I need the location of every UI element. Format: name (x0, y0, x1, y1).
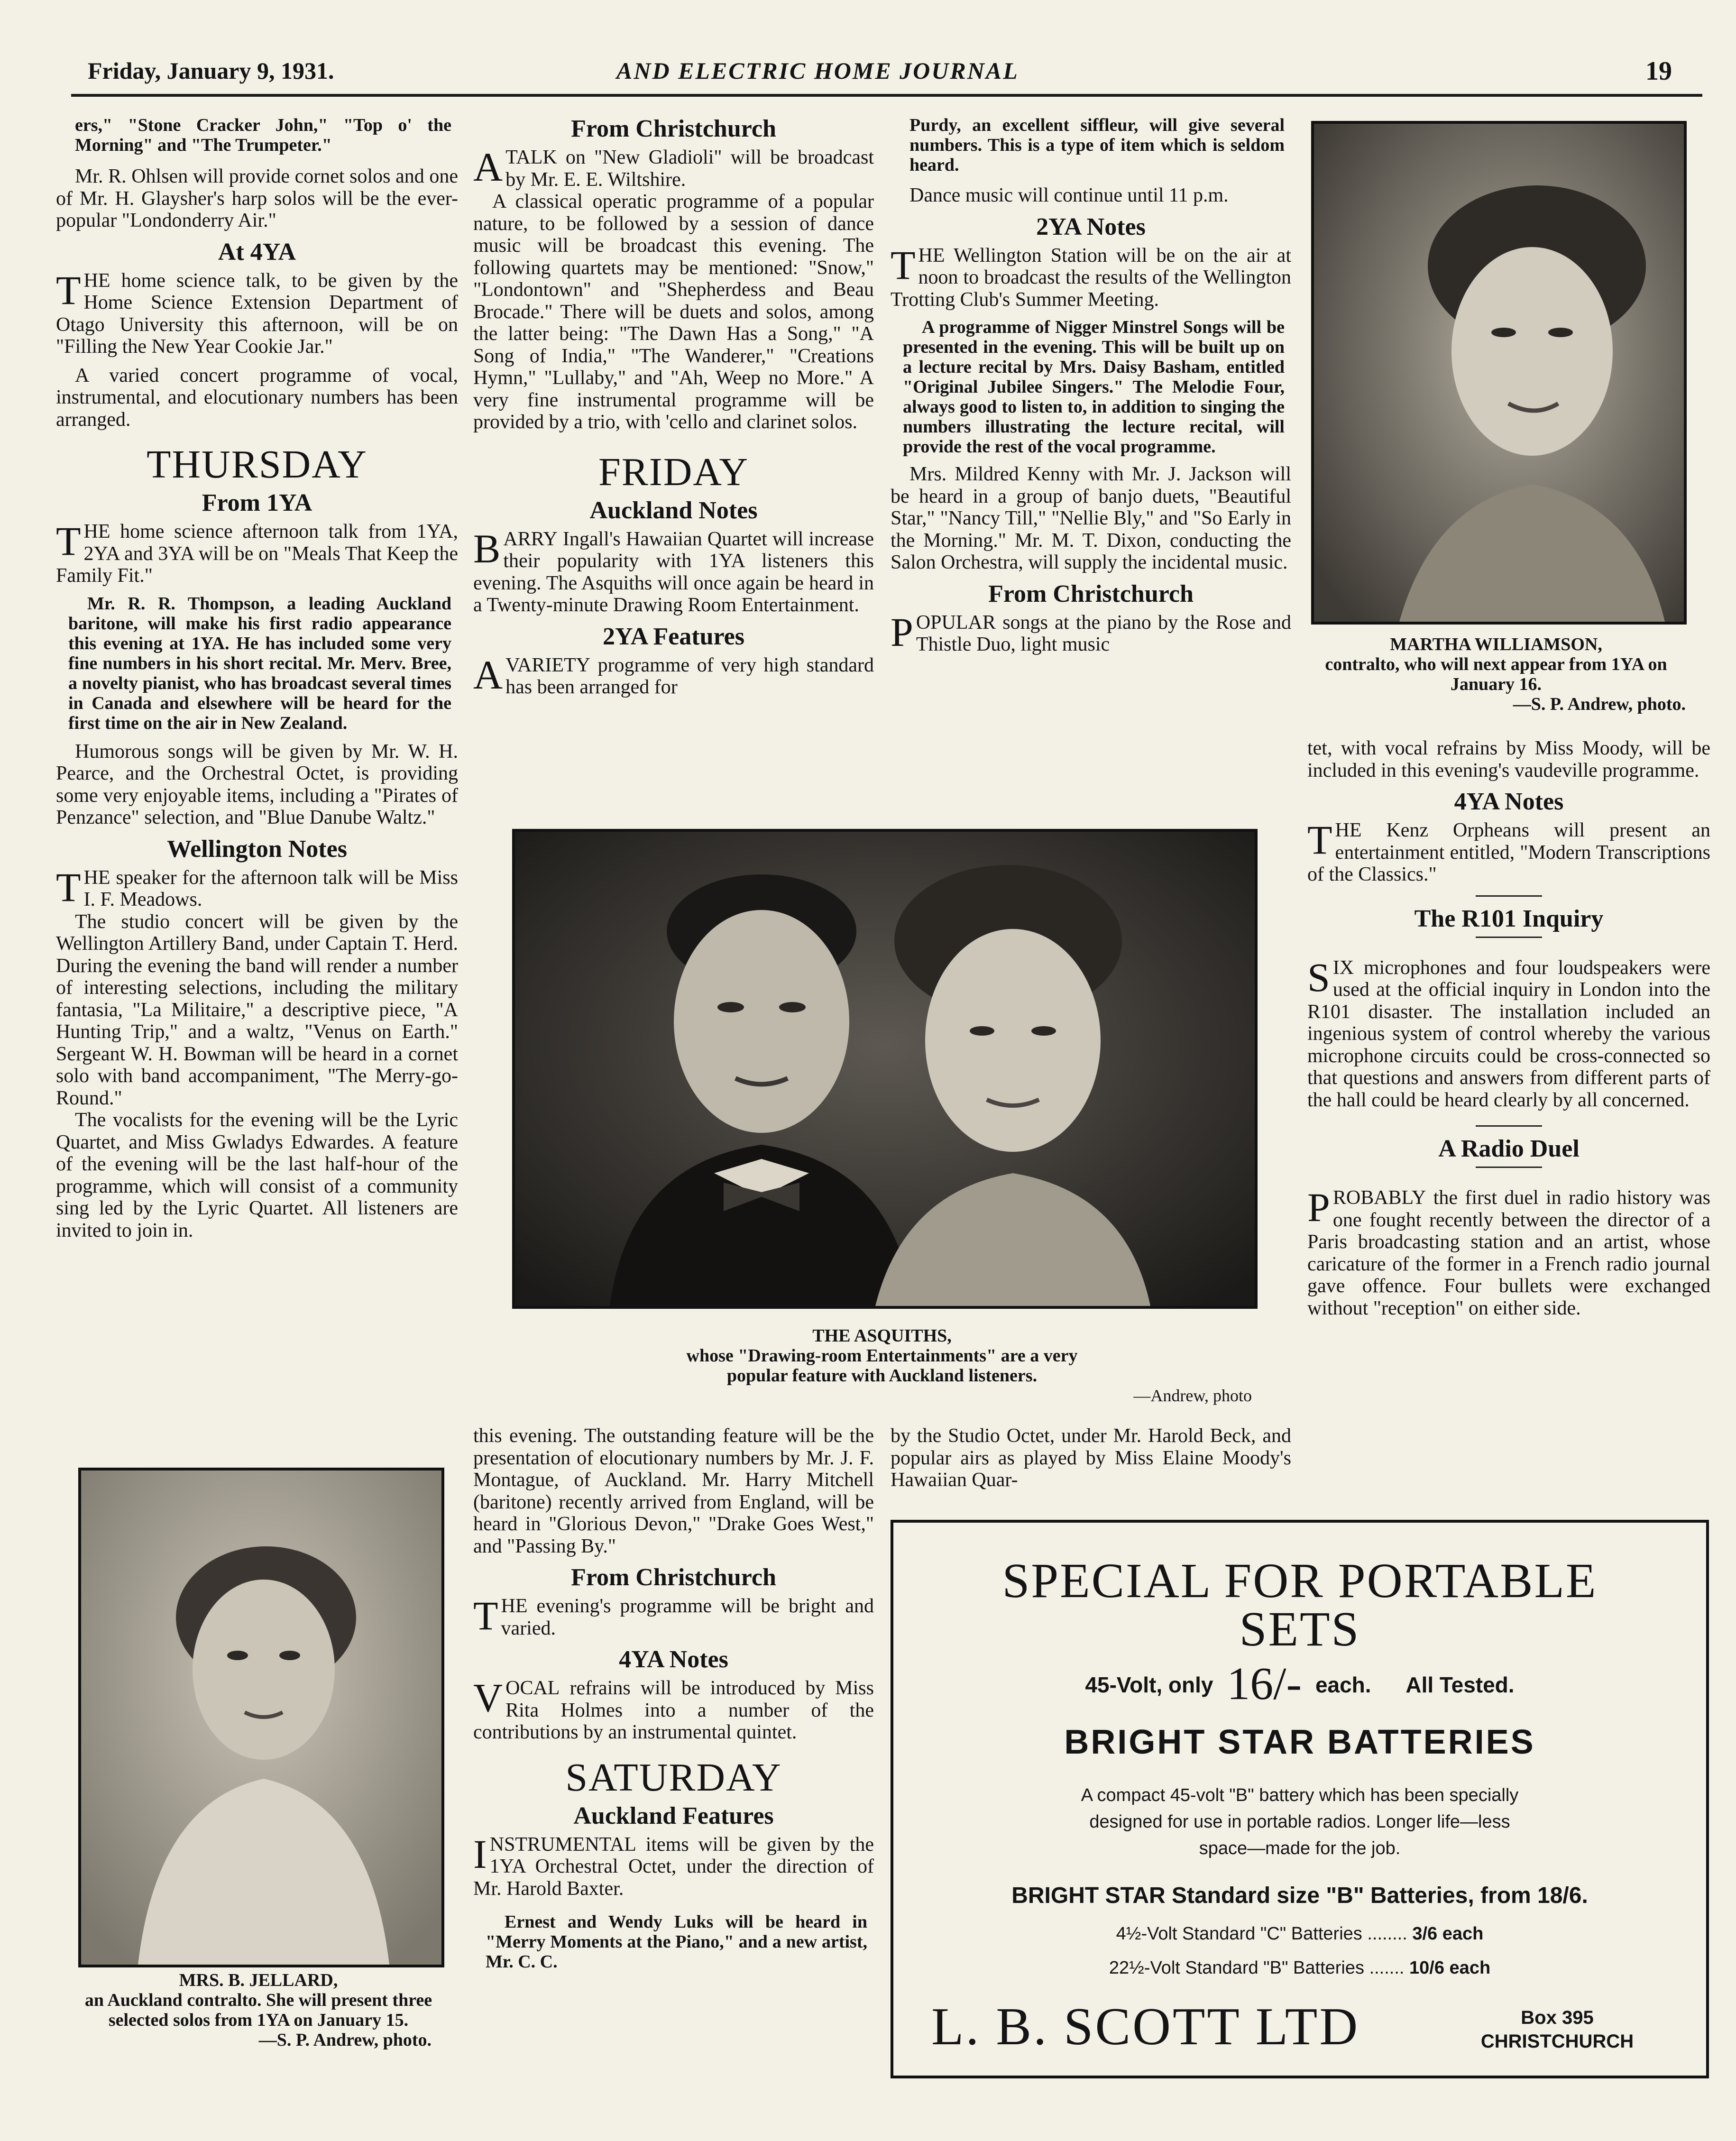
caption-asquiths (512, 1326, 1252, 1406)
gladioli-text: ATALK on "New Gladioli" will be broadcast by Mr. E. E. Wiltshire. (473, 144, 874, 191)
thompson-text: Mr. R. R. Thompson, a leading Auckland baritone, will make his first radio appearance this evening at 1YA. He has included some very fine numbers in his short recital. Mr. Merv. Bree, a novelty pianist, who has broadcast several times in Canada and elsewhere will be heard for the first time on the air in New Zealand. (68, 593, 451, 733)
photo-asquiths (512, 829, 1258, 1309)
page-number: 19 (1645, 56, 1672, 86)
ad-each: each. (1315, 1672, 1371, 1697)
heading-4ya-notes: 4YA Notes (1454, 788, 1564, 815)
ad-standard: BRIGHT STAR Standard size "B" Batteries, from 18/6. (1011, 1883, 1588, 1908)
divider (1476, 895, 1542, 897)
ad-box: Box 395 (1521, 2007, 1594, 2028)
column-4 (1307, 737, 1710, 1326)
variety-text: AVARIETY programme of very high standard has been arranged for (473, 652, 874, 698)
heading-2ya-features: 2YA Features (603, 623, 744, 650)
portrait-image (81, 1470, 441, 1965)
portrait-image (515, 832, 1255, 1306)
column-2-continued (473, 1425, 874, 1978)
intro-text: ers," "Stone Cracker John," "Top o' the Morning" and "The Trumpeter." (75, 115, 451, 155)
heading-at-4ya: At 4YA (218, 238, 296, 266)
caption-text: an Auckland contralto. She will present three selected solos from 1YA on January 15. (84, 1990, 432, 2030)
heading-from-1ya: From 1YA (202, 489, 312, 516)
column-3-continued (891, 1425, 1291, 1498)
speaker-text: THE speaker for the afternoon talk will be Miss I. F. Meadows. (56, 864, 458, 910)
kenny-text: Mrs. Mildred Kenny with Mr. J. Jackson will be heard in a group of banjo duets, "Beautiful Star," "Nancy Till," "Nellie Bly," and "So Early in the Morning." Mr. M. T. Dixon, conducting the Salon Orchestra, will supply the incidental music. (891, 463, 1291, 573)
tet-text: tet, with vocal refrains by Miss Moody, will be included in this evening's vaudeville programme. (1307, 737, 1710, 781)
heading-saturday: SATURDAY (565, 1755, 782, 1800)
divider (1476, 1167, 1542, 1168)
column-3 (891, 115, 1291, 662)
photo-jellard (78, 1468, 444, 1967)
studio-text: The studio concert will be given by the Wellington Artillery Band, under Captain T. Herd. During the evening the band will render a number of interesting selections, including the military fantasia, "La Militaire," a descriptive piece, "A Hunting Trip," and a waltz, "Venus on Earth." Sergeant W. H. Bowman will be heard in a cornet solo with band accompaniment, "The Merry-go-Round." (56, 910, 458, 1109)
octet-text: by the Studio Octet, under Mr. Harold Beck, and popular airs as played by Miss Elaine Moody's Hawaiian Quar- (891, 1425, 1291, 1491)
ad-c-batteries (893, 1921, 1706, 1947)
classical-text: A classical operatic programme of a popular nature, to be followed by a session of dance music will be broadcast this evening. The following quartets may be mentioned: "Snow," "Londontown" and "Shepherdess and Beau Brocade." There will be duets and solos, among the latter being: "The Dawn Has a Song," "A Song of India," "The Wanderer," "Creations Hymn," "Lullaby," and "Ah, Weep no More." A very fine instrumental programme will be provided by a trio, with 'cello and clarinet solos. (473, 191, 874, 433)
ad-city: CHRISTCHURCH (1480, 2031, 1634, 2052)
caption-name: MARTHA WILLIAMSON, (1390, 634, 1602, 654)
humorous-text: Humorous songs will be given by Mr. W. H. Pearce, and the Orchestral Octet, is providing some very enjoyable items, including a "Pirates of Penzance" selection, and "Blue Danube Waltz." (56, 740, 458, 828)
issue-date: Friday, January 9, 1931. (88, 57, 334, 84)
dance-text: Dance music will continue until 11 p.m. (909, 184, 1229, 206)
six-text: SIX microphones and four loudspeakers were used at the official inquiry in London into the R101 disaster. The installation included an ingenious system of control whereby the various microphone circuits could be cross-connected so that questions and answers from different parts of the hall could be heard clearly by all concerned. (1307, 954, 1710, 1111)
talk-text: THE home science afternoon talk from 1YA, 2YA and 3YA will be on "Meals That Keep the Family Fit." (56, 518, 458, 587)
portrait-image (1314, 124, 1684, 622)
caption-williamson (1306, 634, 1686, 714)
divider (1476, 937, 1542, 938)
heading-2ya-notes: 2YA Notes (1036, 213, 1146, 240)
ad-c-label: 4½-Volt Standard "C" Batteries ........ (1116, 1924, 1407, 1944)
ad-desc-1: A compact 45-volt "B" battery which has been specially (1081, 1785, 1519, 1805)
ad-b-batteries (893, 1955, 1706, 1981)
minstrel-text: A programme of Nigger Minstrel Songs will be presented in the evening. This will be built up on a lecture recital by Mrs. Daisy Basham, entitled "Original Jubilee Singers." The Melodie Four, always good to listen to, in addition to singing the numbers illustrating the lecture recital, will provide the rest of the vocal programme. (903, 317, 1285, 457)
ohlsen-text: Mr. R. Ohlsen will provide cornet solos and one of Mr. H. Glaysher's harp solos will be the ever-popular "Londonderry Air." (56, 165, 458, 231)
ad-b-label: 22½-Volt Standard "B" Batteries ....... (1109, 1958, 1405, 1978)
ad-price-line (893, 1660, 1706, 1709)
evening-text: this evening. The outstanding feature will be the presentation of elocutionary numbers by Mr. J. F. Montague, of Auckland. Mr. Harry Mitchell (baritone) recently arrived from England, will be heard in "Glorious Devon," "Drake Goes West," and "Passing By." (473, 1425, 874, 1557)
heading-auckland-notes: Auckland Notes (589, 496, 758, 524)
barry-text: BARRY Ingall's Hawaiian Quartet will increase their popularity with 1YA listeners this evening. The Asquiths will once again be heard in a Twenty-minute Drawing Room Entertainment. (473, 525, 874, 616)
heading-from-christchurch: From Christchurch (571, 115, 776, 142)
heading-thursday: THURSDAY (147, 442, 367, 487)
column-2 (473, 115, 874, 705)
heading-auckland-features: Auckland Features (573, 1802, 774, 1829)
ad-volt-label: 45-Volt, only (1085, 1672, 1213, 1697)
vocal-text: VOCAL refrains will be introduced by Miss Rita Holmes into a number of the contributions by an instrumental quintet. (473, 1675, 874, 1743)
ad-brand: BRIGHT STAR BATTERIES (1064, 1723, 1535, 1761)
heading-from-christchurch-3: From Christchurch (571, 1564, 776, 1591)
caption-name: MRS. B. JELLARD, (179, 1970, 338, 1990)
bright-star-advertisement (891, 1520, 1709, 2078)
header-rule (71, 94, 1702, 97)
column-1 (56, 115, 458, 1248)
varied-text: A varied concert programme of vocal, instrumental, and elocutionary numbers has been arranged. (56, 364, 458, 431)
popular-text: POPULAR songs at the piano by the Rose and Thistle Duo, light music (891, 609, 1291, 655)
heading-radio-duel: A Radio Duel (1438, 1135, 1580, 1162)
ad-headline-2: SETS (1239, 1602, 1360, 1656)
wellington-station-text: THE Wellington Station will be on the air at noon to broadcast the results of the Wellington Trotting Club's Summer Meeting. (891, 242, 1291, 311)
vocalists-text: The vocalists for the evening will be the Lyric Quartet, and Miss Gwladys Edwardes. A feature of the evening will be the last half-hour of the programme, which will consist of a community sing led by the Lyric Quartet. All listeners are invited to join in. (56, 1109, 458, 1241)
duel-text: PROBABLY the first duel in radio history was one fought recently between the director of a Paris broadcasting station and an artist, whose caricature of the former in a French radio journal gave offence. Four bullets were exchanged without "reception" on either side. (1307, 1185, 1710, 1319)
heading-from-christchurch-2: From Christchurch (988, 580, 1194, 607)
ad-desc-3: space—made for the job. (1199, 1838, 1401, 1858)
caption-jellard (57, 1970, 460, 2050)
masthead: AND ELECTRIC HOME JOURNAL (616, 57, 1019, 84)
caption-credit: —S. P. Andrew, photo. (1513, 694, 1686, 714)
photo-williamson (1311, 121, 1687, 625)
heading-r101-inquiry: The R101 Inquiry (1414, 905, 1604, 932)
heading-wellington-notes: Wellington Notes (167, 835, 347, 863)
ad-c-price: 3/6 each (1412, 1924, 1484, 1944)
ad-price: 16/- (1227, 1658, 1302, 1709)
purdy-text: Purdy, an excellent siffleur, will give several numbers. This is a type of item which is seldom heard. (909, 115, 1285, 175)
caption-credit: —S. P. Andrew, photo. (258, 2030, 432, 2050)
heading-4ya-notes-2: 4YA Notes (619, 1646, 728, 1673)
caption-credit: —Andrew, photo (1133, 1386, 1252, 1405)
bright-text: THE evening's programme will be bright and varied. (473, 1593, 874, 1639)
ad-headline-1: SPECIAL FOR PORTABLE (1002, 1553, 1598, 1608)
ad-desc-2: designed for use in portable radios. Longer life—less (1089, 1812, 1510, 1832)
ad-tested: All Tested. (1405, 1672, 1515, 1697)
page-header (0, 0, 1736, 95)
caption-text: contralto, who will next appear from 1YA on January 16. (1325, 654, 1667, 694)
heading-friday: FRIDAY (598, 450, 749, 494)
caption-text: whose "Drawing-room Entertainments" are a very popular feature with Auckland listeners. (686, 1346, 1078, 1386)
kenz-text: THE Kenz Orpheans will present an entertainment entitled, "Modern Transcriptions of the Classics." (1307, 817, 1710, 885)
caption-name: THE ASQUITHS, (812, 1326, 952, 1346)
home-science-text: THE home science talk, to be given by the Home Science Extension Department of Otago University this afternoon, will be on "Filling the New Year Cookie Jar." (56, 267, 458, 358)
ad-company: L. B. SCOTT LTD (931, 1997, 1360, 2056)
luks-text: Ernest and Wendy Luks will be heard in "Merry Moments at the Piano," and a new artist, Mr. C. C. (486, 1912, 867, 1972)
instrumental-text: INSTRUMENTAL items will be given by the 1YA Orchestral Octet, under the direction of Mr. Harold Baxter. (473, 1831, 874, 1900)
ad-b-price: 10/6 each (1409, 1958, 1491, 1978)
divider (1476, 1125, 1542, 1127)
